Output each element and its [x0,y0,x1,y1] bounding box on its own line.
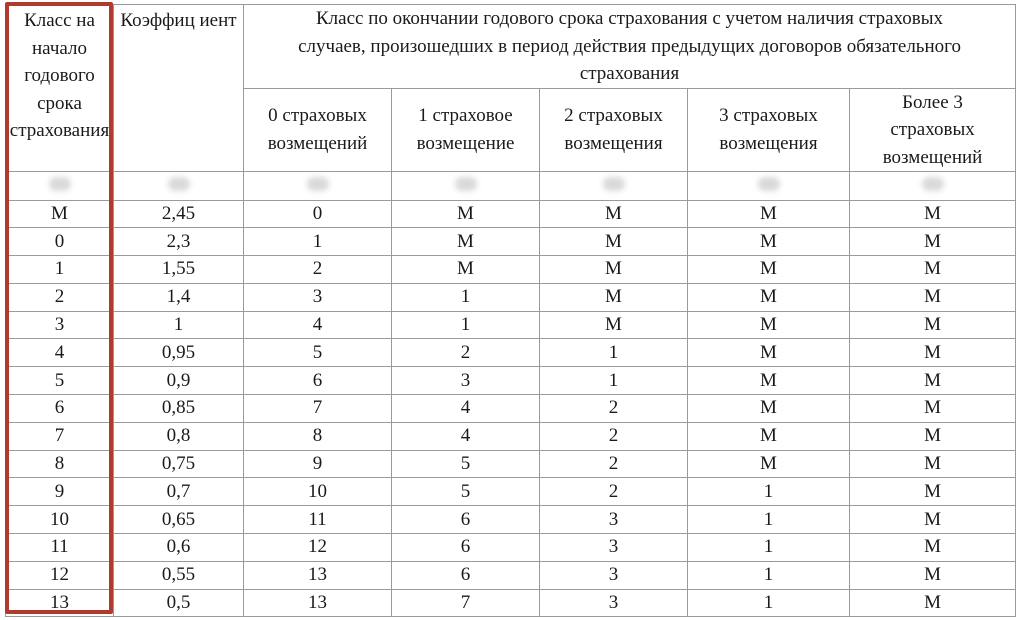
table-cell: 1,55 [114,256,244,284]
table-cell: 2 [392,339,540,367]
blurred-cell [688,172,850,201]
table-cell: 0,8 [114,422,244,450]
table-cell: М [688,450,850,478]
blurred-cell [392,172,540,201]
table-cell: М [850,367,1016,395]
table-cell: 1,4 [114,283,244,311]
table-row [6,506,1016,534]
table-row [6,422,1016,450]
blurred-cell [244,172,392,201]
table-cell: М [688,283,850,311]
table-cell: 10 [6,506,114,534]
table-cell: 3 [6,311,114,339]
table-cell: 6 [392,506,540,534]
table-cell: 0 [6,228,114,256]
table-cell: 13 [244,589,392,617]
table-cell: 1 [688,589,850,617]
table-cell: 2,3 [114,228,244,256]
table-row [6,561,1016,589]
header-sub-4: Более 3 страховых возмещений [850,88,1016,172]
table-cell: 0 [244,200,392,228]
blurred-cell [540,172,688,201]
table-cell: М [850,339,1016,367]
table-cell: М [850,534,1016,562]
table-cell: 1 [688,534,850,562]
table-cell: 11 [6,534,114,562]
table-cell: 5 [392,450,540,478]
table-cell: М [540,283,688,311]
table-cell: 3 [244,283,392,311]
table-row [6,450,1016,478]
table-cell: 0,6 [114,534,244,562]
table-cell: 4 [6,339,114,367]
table-cell: 2 [540,395,688,423]
table-cell: 8 [244,422,392,450]
table-cell: 0,5 [114,589,244,617]
table-row [6,534,1016,562]
table-cell: 4 [392,422,540,450]
table-cell: 12 [6,561,114,589]
table-cell: 6 [392,561,540,589]
column-number-row [6,172,1016,201]
table-cell: 6 [392,534,540,562]
table-row [6,589,1016,617]
blurred-cell [850,172,1016,201]
table-cell: 0,65 [114,506,244,534]
header-class-end-group: Класс по окончании годового срока страхования с учетом наличия страховых случаев, произошедших в период действия предыдущих договоров обязательного страхования [244,5,1016,89]
table-row [6,228,1016,256]
table-cell: М [688,228,850,256]
table-cell: М [850,478,1016,506]
blurred-cell [6,172,114,201]
table-row [6,283,1016,311]
table-cell: М [850,589,1016,617]
table-cell: 5 [244,339,392,367]
table-cell: 6 [244,367,392,395]
table-cell: М [688,311,850,339]
table-cell: 13 [6,589,114,617]
bonus-malus-table [5,4,1016,617]
table-cell: М [392,228,540,256]
table-cell: 2 [244,256,392,284]
table-cell: 1 [392,311,540,339]
table-cell: М [688,422,850,450]
table-row [6,367,1016,395]
table-cell: 10 [244,478,392,506]
table-cell: 2 [6,283,114,311]
table-cell: 5 [6,367,114,395]
table-cell: М [850,506,1016,534]
table-cell: 9 [6,478,114,506]
table-cell: М [850,228,1016,256]
table-cell: 7 [244,395,392,423]
table-cell: М [850,561,1016,589]
header-sub-3: 3 страховых возмещения [688,88,850,172]
table-cell: 1 [6,256,114,284]
header-class-start: Класс на начало годового срока страхования [6,5,114,172]
table-cell: М [850,422,1016,450]
table-cell: 6 [6,395,114,423]
table-cell: 0,9 [114,367,244,395]
table-cell: 2 [540,478,688,506]
table-cell: М [540,311,688,339]
table-cell: 0,85 [114,395,244,423]
table-row [6,200,1016,228]
table-cell: 11 [244,506,392,534]
table-cell: 4 [392,395,540,423]
table-cell: М [850,283,1016,311]
table-cell: 1 [540,339,688,367]
table-cell: М [540,228,688,256]
table-row [6,311,1016,339]
table-body [6,200,1016,617]
table-cell: 9 [244,450,392,478]
table-cell: 8 [6,450,114,478]
table-cell: 3 [540,506,688,534]
table-cell: М [850,256,1016,284]
table-cell: 5 [392,478,540,506]
table-cell: 2,45 [114,200,244,228]
table-cell: 1 [540,367,688,395]
header-sub-0: 0 страховых возмещений [244,88,392,172]
table-cell: 0,55 [114,561,244,589]
table-cell: М [850,200,1016,228]
table-cell: М [688,367,850,395]
header-sub-2: 2 страховых возмещения [540,88,688,172]
blurred-cell [114,172,244,201]
table-cell: М [6,200,114,228]
table-cell: 4 [244,311,392,339]
table-cell: М [688,339,850,367]
table-cell: М [850,311,1016,339]
table-cell: М [392,200,540,228]
table-row [6,339,1016,367]
table-cell: 2 [540,422,688,450]
table-cell: 0,95 [114,339,244,367]
table-cell: 3 [540,534,688,562]
table-cell: 1 [688,506,850,534]
table-cell: 7 [392,589,540,617]
table-cell: 13 [244,561,392,589]
table-cell: 1 [114,311,244,339]
table-cell: М [688,395,850,423]
header-sub-1: 1 страховое возмещение [392,88,540,172]
table-cell: 3 [540,561,688,589]
table-cell: 3 [392,367,540,395]
table-cell: М [850,395,1016,423]
table-cell: М [540,200,688,228]
table-cell: 2 [540,450,688,478]
table-cell: М [850,450,1016,478]
table-cell: 1 [392,283,540,311]
table-cell: М [688,256,850,284]
table-cell: М [540,256,688,284]
table-cell: 3 [540,589,688,617]
table-cell: 1 [688,561,850,589]
table-row [6,395,1016,423]
table-cell: 0,75 [114,450,244,478]
header-coefficient: Коэффиц иент [114,5,244,172]
table-cell: М [688,200,850,228]
table-cell: 1 [244,228,392,256]
table-cell: 12 [244,534,392,562]
table-row [6,256,1016,284]
table-cell: 0,7 [114,478,244,506]
table-row [6,478,1016,506]
table-cell: 1 [688,478,850,506]
table-cell: М [392,256,540,284]
table-cell: 7 [6,422,114,450]
